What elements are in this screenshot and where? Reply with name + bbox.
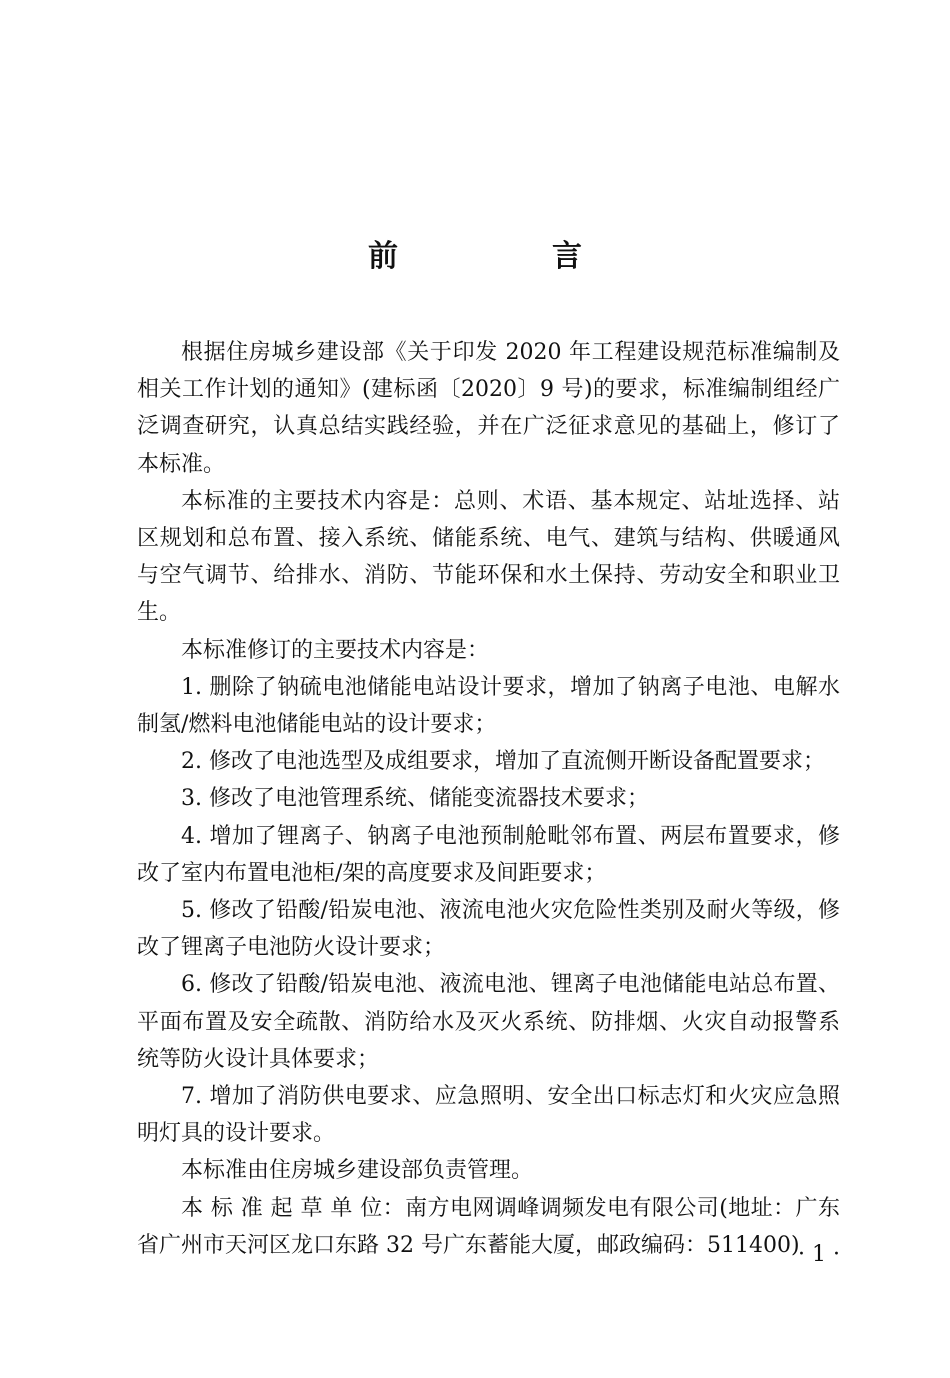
page-title: 前 言 — [368, 239, 644, 275]
list-item: 4. 增加了锂离子、钠离子电池预制舱毗邻布置、两层布置要求，修改了室内布置电池柜/架的高度要求及间距要求； — [137, 823, 840, 886]
list-item: 2. 修改了电池选型及成组要求，增加了直流侧开断设备配置要求； — [181, 749, 825, 775]
list-item: 3. 修改了电池管理系统、储能变流器技术要求； — [181, 786, 649, 812]
body-text — [137, 334, 840, 1264]
paragraph: 本标准修订的主要技术内容是： — [181, 637, 490, 663]
list-item: 6. 修改了铅酸/铅炭电池、液流电池、锂离子电池储能电站总布置、平面布置及安全疏散、消防给水及灭火系统、防排烟、火灾自动报警系统等防火设计具体要求； — [137, 972, 840, 1072]
page-number: · 1 · — [798, 1242, 840, 1267]
list-item: 5. 修改了铅酸/铅炭电池、液流电池火灾危险性类别及耐火等级，修改了锂离子电池防火设计要求； — [137, 898, 840, 961]
paragraph: 根据住房城乡建设部《关于印发 2020 年工程建设规范标准编制及相关工作计划的通知》(建标函〔2020〕9 号)的要求，标准编制组经广泛调查研究，认真总结实践经验，并在广泛征求意见的基础上，修订了本标准。 — [137, 340, 840, 477]
paragraph: 本标准由住房城乡建设部负责管理。 — [181, 1158, 534, 1184]
list-item: 1. 删除了钠硫电池储能电站设计要求，增加了钠离子电池、电解水制氢/燃料电池储能电站的设计要求； — [137, 674, 840, 738]
paragraph: 本 标 准 起 草 单 位：南方电网调峰调频发电有限公司(地址：广东省广州市天河区龙口东路 32 号广东蓄能大厦，邮政编码：511400) — [137, 1195, 840, 1258]
list-item: 7. 增加了消防供电要求、应急照明、安全出口标志灯和火灾应急照明灯具的设计要求。 — [137, 1084, 840, 1147]
paragraph: 本标准的主要技术内容是：总则、术语、基本规定、站址选择、站区规划和总布置、接入系统、储能系统、电气、建筑与结构、供暖通风与空气调节、给排水、消防、节能环保和水土保持、劳动安全和职业卫生。 — [137, 488, 840, 626]
